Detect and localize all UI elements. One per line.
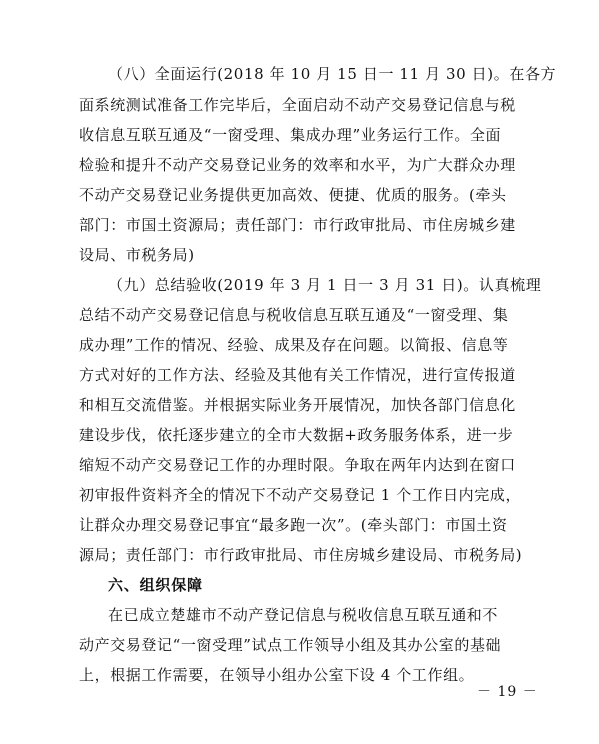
page-number: － 19 － [477, 684, 538, 700]
paragraph-9-line-1: （九）总结验收(2019 年 3 月 1 日一 3 月 31 日)。认真梳理 [108, 276, 542, 294]
paragraph-8-line-3: 收信息互联互通及“一窗受理、集成办理”业务运行工作。全面 [79, 126, 502, 144]
paragraph-9-line-4: 方式对好的工作方法、经验及其他有关工作情况，进行宣传报道 [79, 366, 516, 384]
paragraph-9-line-5: 和相互交流借鉴。并根据实际业务开展情况，加快各部门信息化 [79, 396, 516, 414]
section-heading: 六、组织保障 [108, 576, 203, 594]
paragraph-9-line-10: 源局；责任部门：市行政审批局、市住房城乡建设局、市税务局) [79, 546, 523, 564]
final-paragraph-line-3: 上，根据工作需要，在领导小组办公室下设 4 个工作组。 [79, 666, 475, 684]
paragraph-8-line-4: 检验和提升不动产交易登记业务的效率和水平，为广大群众办理 [79, 156, 516, 174]
paragraph-8-line-5: 不动产交易登记业务提供更加高效、便捷、优质的服务。(牵头 [79, 186, 507, 204]
paragraph-9-line-7: 缩短不动产交易登记工作的办理时限。争取在两年内达到在窗口 [79, 456, 516, 474]
paragraph-8-line-7: 设局、市税务局) [79, 246, 195, 264]
paragraph-8-line-6: 部门：市国土资源局；责任部门：市行政审批局、市住房城乡建 [79, 216, 516, 234]
paragraph-8-line-2: 面系统测试准备工作完毕后，全面启动不动产交易登记信息与税 [79, 96, 516, 114]
final-paragraph-line-2: 动产交易登记“一窗受理”试点工作领导小组及其办公室的基础 [79, 636, 502, 654]
final-paragraph-line-1: 在已成立楚雄市不动产登记信息与税收信息互联互通和不 [108, 606, 499, 624]
paragraph-9-line-2: 总结不动产交易登记信息与税收信息互联互通及“一窗受理、集 [79, 306, 509, 324]
paragraph-9-line-3: 成办理”工作的情况、经验、成果及存在问题。以简报、信息等 [79, 336, 509, 354]
paragraph-9-line-6: 建设步伐，依托逐步建立的全市大数据+政务服务体系，进一步 [79, 426, 514, 444]
paragraph-9-line-9: 让群众办理交易登记事宜“最多跑一次”。(牵头部门：市国土资 [79, 516, 508, 534]
paragraph-9-line-8: 初审报件资料齐全的情况下不动产交易登记 1 个工作日内完成， [79, 486, 522, 504]
paragraph-8-line-1: （八）全面运行(2018 年 10 月 15 日一 11 月 30 日)。在各方 [108, 65, 557, 83]
